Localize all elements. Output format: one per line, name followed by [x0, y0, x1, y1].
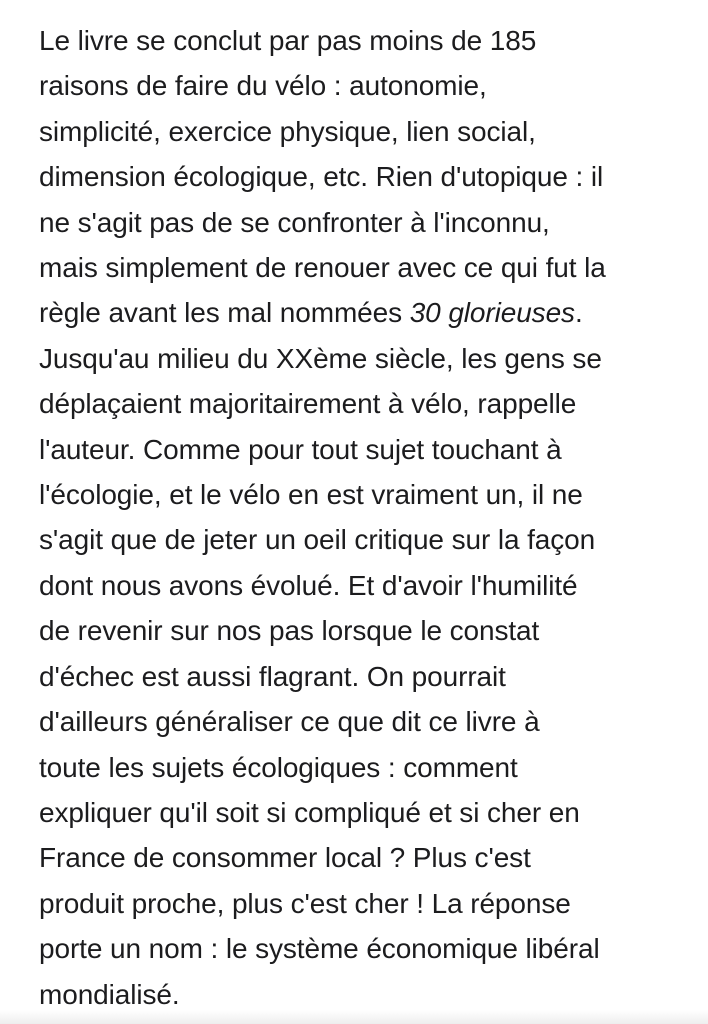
text-line: déplaçaient majoritairement à vélo, rappelle [39, 388, 577, 420]
text-line: France de consommer local ? Plus c'est [39, 842, 531, 874]
text-line: Le livre se conclut par pas moins de 185 [39, 25, 537, 56]
text-line-with-italic [39, 290, 689, 335]
text-line: mais simplement de renouer avec ce qui fut la [39, 252, 606, 284]
text-line: d'ailleurs généraliser ce que dit ce livre à [39, 706, 540, 738]
text-line: Jusqu'au milieu du XXème siècle, les gens se [39, 342, 602, 374]
text-line: porte un nom : le système économique libéral [39, 933, 600, 965]
text-line: l'auteur. Comme pour tout sujet touchant à [39, 433, 562, 465]
text-line: simplicité, exercice physique, lien social, [39, 115, 536, 147]
text-line: de revenir sur nos pas lorsque le constat [39, 615, 540, 647]
text-line: dimension écologique, etc. Rien d'utopique : il [39, 161, 604, 193]
text-line: ne s'agit pas de se confronter à l'inconnu, [39, 206, 550, 238]
text-line: toute les sujets écologiques : comment [39, 751, 518, 783]
text-line: raisons de faire du vélo : autonomie, [39, 70, 487, 102]
italic-phrase: 30 glorieuses [409, 297, 575, 329]
text-line: mondialisé. [39, 978, 180, 1010]
text-line: dont nous avons évolué. Et d'avoir l'humilité [39, 569, 578, 601]
text-segment: règle avant les mal nommées [39, 297, 410, 329]
text-line: produit proche, plus c'est cher ! La réponse [39, 887, 571, 919]
text-segment: . [574, 297, 583, 329]
text-line: l'écologie, et le vélo en est vraiment un, il ne [39, 479, 583, 511]
bottom-edge-shadow [0, 1010, 708, 1024]
text-line: expliquer qu'il soit si compliqué et si cher en [39, 796, 580, 828]
text-line: d'échec est aussi flagrant. On pourrait [39, 660, 506, 692]
article-paragraph [39, 18, 689, 1017]
text-line: s'agit que de jeter un oeil critique sur la façon [39, 524, 596, 556]
